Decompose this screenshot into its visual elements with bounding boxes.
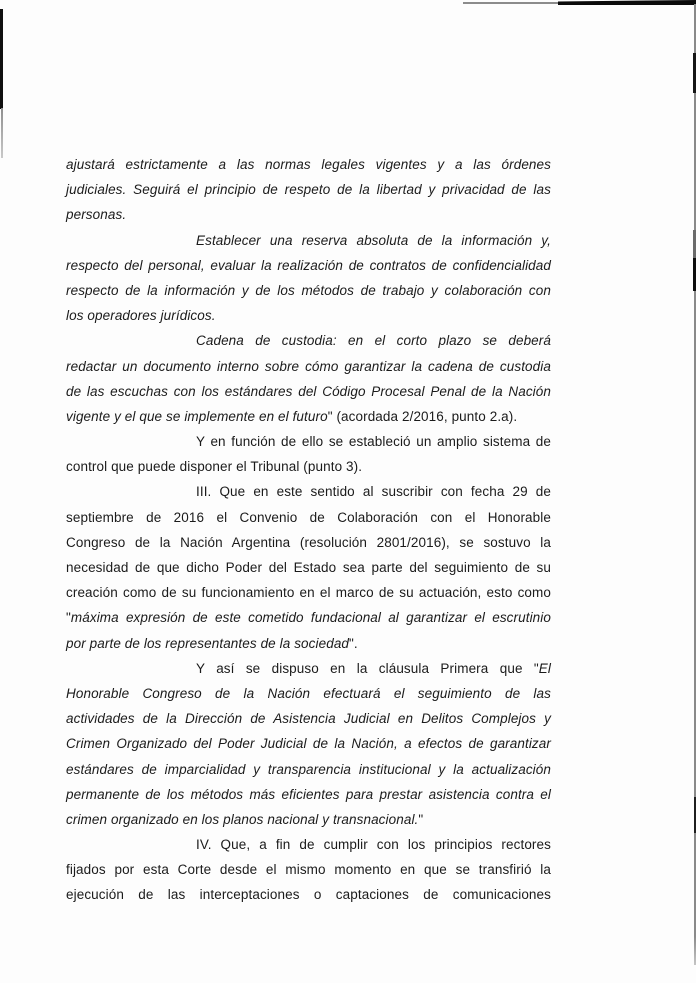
regular-text-run: Y así se dispuso en la cláusula Primera que " bbox=[196, 660, 539, 676]
text-block bbox=[66, 152, 551, 908]
italic-text-run: El bbox=[538, 660, 551, 676]
regular-text-run: ejecución de las interceptaciones o captaciones de comunicaciones bbox=[66, 887, 551, 903]
text-line bbox=[66, 479, 551, 504]
text-line bbox=[66, 505, 551, 530]
text-line bbox=[66, 605, 551, 630]
text-line bbox=[66, 202, 551, 227]
regular-text-run: Y en función de ello se estableció un amplio sistema de bbox=[196, 434, 551, 450]
text-line bbox=[66, 681, 551, 706]
text-line bbox=[66, 782, 551, 807]
scan-artifact-left-edge bbox=[0, 9, 3, 109]
text-line bbox=[66, 530, 551, 555]
italic-text-run: Establecer una reserva absoluta de la información y, bbox=[196, 232, 551, 248]
italic-text-run: Cadena de custodia: en el corto plazo se deberá bbox=[196, 333, 551, 349]
text-line bbox=[66, 580, 551, 605]
text-line bbox=[66, 177, 551, 202]
regular-text-run: " (acordada 2/2016, punto 2.a). bbox=[327, 408, 518, 424]
regular-text-run: fijados por esta Corte desde el mismo momento en que se transfirió la bbox=[66, 862, 551, 878]
text-line bbox=[66, 631, 551, 656]
text-line bbox=[66, 278, 551, 303]
text-line bbox=[66, 807, 551, 832]
text-line bbox=[66, 228, 551, 253]
scan-artifact-left-edge-tail bbox=[1, 108, 3, 158]
regular-text-run: IV. Que, a fin de cumplir con los principios rectores bbox=[196, 837, 551, 853]
text-line bbox=[66, 454, 551, 479]
italic-text-run: redactar un documento interno sobre cómo garantizar la cadena de custodia bbox=[66, 358, 551, 374]
italic-text-run: de las escuchas con los estándares del Código Procesal Penal de la Nación bbox=[66, 383, 551, 399]
text-line bbox=[66, 404, 551, 429]
italic-text-run: respecto del personal, evaluar la realización de contratos de confidencialidad bbox=[66, 257, 551, 273]
italic-text-run: estándares de imparcialidad y transparencia institucional y la actualización bbox=[66, 761, 551, 777]
italic-text-run: vigente y el que se implemente en el futuro bbox=[66, 408, 328, 424]
italic-text-run: por parte de los representantes de la sociedad bbox=[66, 635, 350, 651]
italic-text-run: ajustará estrictamente a las normas legales vigentes y a las órdenes bbox=[66, 157, 551, 172]
italic-text-run: crimen organizado en los planos nacional y transnacional. bbox=[66, 811, 419, 827]
text-line bbox=[66, 555, 551, 580]
scan-artifact-top-edge-dark bbox=[558, 0, 696, 5]
italic-text-run: Crimen Organizado del Poder Judicial de la Nación, a efectos de garantizar bbox=[66, 736, 551, 752]
regular-text-run: control que puede disponer el Tribunal (punto 3). bbox=[66, 459, 363, 475]
regular-text-run: ". bbox=[349, 635, 358, 651]
text-line bbox=[66, 429, 551, 454]
text-line bbox=[66, 832, 551, 857]
text-line bbox=[66, 857, 551, 882]
regular-text-run: creación como de su funcionamiento en el marco de su actuación, esto como bbox=[66, 585, 551, 601]
italic-text-run: Honorable Congreso de la Nación efectuará el seguimiento de las bbox=[66, 685, 551, 701]
italic-text-run: actividades de la Dirección de Asistencia Judicial en Delitos Complejos y bbox=[66, 711, 551, 727]
regular-text-run: " bbox=[66, 610, 71, 626]
italic-text-run: máxima expresión de este cometido fundacional al garantizar el escrutinio bbox=[70, 610, 551, 626]
text-line bbox=[66, 253, 551, 278]
italic-text-run: respecto de la información y de los métodos de trabajo y colaboración con bbox=[66, 282, 551, 298]
regular-text-run: septiembre de 2016 el Convenio de Colaboración con el Honorable bbox=[66, 509, 551, 525]
italic-text-run: personas. bbox=[66, 207, 127, 223]
regular-text-run: Congreso de la Nación Argentina (resolución 2801/2016), se sostuvo la bbox=[66, 534, 551, 550]
italic-text-run: permanente de los métodos más eficientes para prestar asistencia contra el bbox=[66, 786, 551, 802]
italic-text-run: judiciales. Seguirá el principio de respeto de la libertad y privacidad de las bbox=[66, 182, 551, 198]
text-line bbox=[66, 354, 551, 379]
text-line bbox=[66, 379, 551, 404]
italic-text-run: los operadores jurídicos. bbox=[66, 308, 216, 324]
regular-text-run: " bbox=[418, 811, 424, 827]
text-line bbox=[66, 656, 551, 681]
text-line bbox=[66, 303, 551, 328]
text-line bbox=[66, 882, 551, 907]
text-line bbox=[66, 731, 551, 756]
regular-text-run: III. Que en este sentido al suscribir con fecha 29 de bbox=[196, 484, 551, 500]
scan-artifact-top-edge-light bbox=[463, 2, 568, 4]
text-line bbox=[66, 757, 551, 782]
text-line bbox=[66, 706, 551, 731]
text-line bbox=[66, 328, 551, 353]
regular-text-run: necesidad de que dicho Poder del Estado sea parte del seguimiento de su bbox=[66, 560, 551, 575]
text-line bbox=[66, 152, 551, 177]
